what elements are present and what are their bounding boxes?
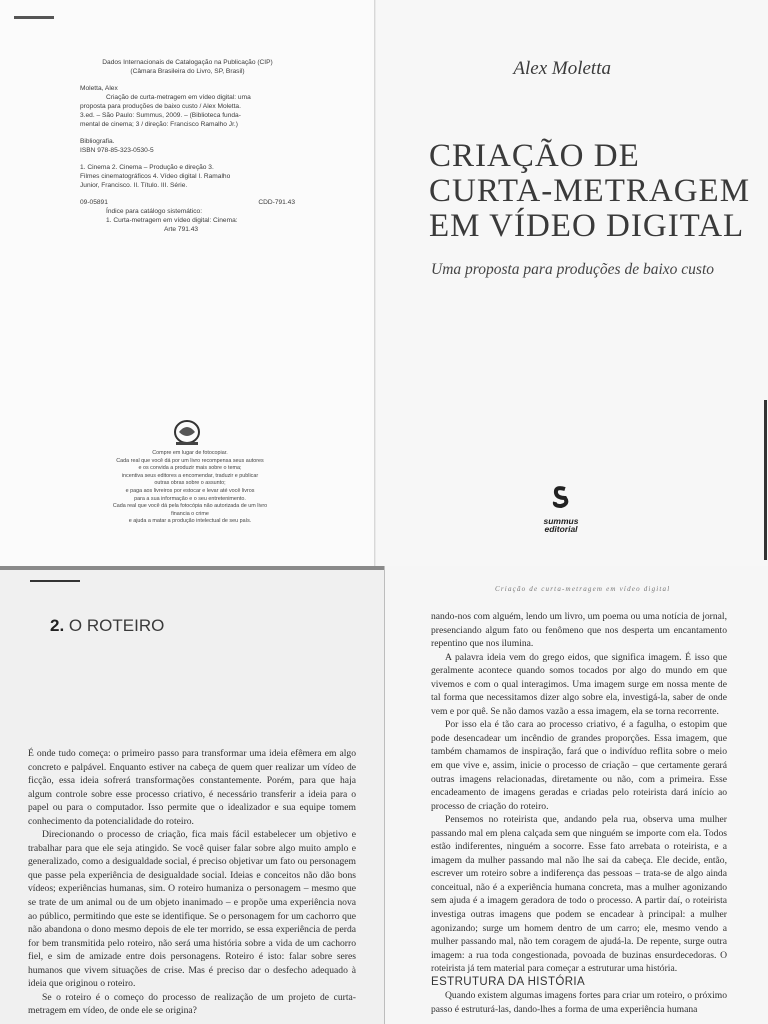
- notice-line: e os convida a produzir mais sobre o tema;: [138, 465, 242, 472]
- cip-biblio-line: Bibliografia.: [80, 138, 115, 145]
- cip-index-line: Arte 791.43: [164, 226, 199, 233]
- cip-entry-line: proposta para produções de baixo custo / Alex Moletta.: [80, 103, 241, 110]
- left-page-body: [28, 747, 356, 1018]
- paragraph: É onde tudo começa: o primeiro passo para transformar uma ideia efêmera em algo concreto e palpável. Enquanto estiver na cabeça de quem quer realizar um vídeo de ficção, essa ideia sofrerá transformações constantemente. Porém, para que haja algum controle sobre esse processo criativo, é necessário transferir a ideia para o papel ou para o computador. Isso permite que o idealizador e sua equipe tomem conhecimento da potencialidade do roteiro.: [28, 748, 356, 827]
- book-title-line: EM VÍDEO DIGITAL: [429, 208, 745, 244]
- cip-cdd: CDD-791.43: [258, 199, 295, 206]
- copyright-page: [0, 0, 375, 566]
- paragraph: Se o roteiro é o começo do processo de realização de um projeto de curta-metragem em vídeo, de onde ele se origina?: [28, 991, 356, 1017]
- author-name: Alex Moletta: [513, 58, 611, 79]
- chapter-number: 2.: [50, 616, 65, 635]
- notice-line: financia o crime: [171, 510, 209, 517]
- notice-line: para a sua informação e o seu entretenimento.: [134, 495, 246, 502]
- cip-subject-line: Filmes cinematográficos 4. Vídeo digital I. Ramalho: [80, 173, 231, 180]
- cip-number: 09-05891: [80, 199, 108, 206]
- notice-line: Cada real que você dá por um livro recompensa seus autores: [116, 457, 264, 464]
- book-title-line: CURTA-METRAGEM: [429, 173, 751, 209]
- right-page-body: [431, 610, 727, 1016]
- summus-emblem-icon: [551, 486, 571, 512]
- publisher-name: summus: [543, 516, 579, 526]
- cip-entry-line: mental de cinema; 3 / direção: Francisco Ramalho Jr.): [80, 121, 238, 128]
- chapter-page-left: [0, 566, 384, 1024]
- notice-line: Cada real que você dá pela fotocópia não autorizada de um livro: [112, 503, 268, 510]
- cip-subject-line: 1. Cinema 2. Cinema – Produção e direção 3.: [80, 164, 214, 171]
- chapter-heading: [50, 616, 164, 636]
- cip-header-line: (Câmara Brasileira do Livro, SP, Brasil): [130, 68, 245, 75]
- publisher-logo: [531, 486, 591, 533]
- paragraph: Por isso ela é tão cara ao processo criativo, é a fagulha, o estopim que pode desencadear um incêndio de grandes proporções. Essa imagem, que também chamamos de inspiração, fará que o indivíduo reflita sobre o meio em que vive e, assim, inicie o processo de criação – que certamente gerará outras imagens relacionadas, diretamente ou não, com a primeira. Esse encadeamento de imagens geradas e criadas pelo roteirista dará início ao processo de criação do roteiro.: [431, 719, 727, 812]
- paragraph: Pensemos no roteirista que, andando pela rua, observa uma mulher passando mal em plena calçada sem que ninguém se importe com ela. Todos estão indiferentes, ninguém a socorre. Esse fato arrebata o roteirista, e a imagem da mulher passando mal não lhe sai da cabeça. Ele decide, então, escrever um roteiro sobre a indiferença das pessoas – trata-se de algo ainda conceitual, não é a experiência humana concreta, mas a mulher agonizando sem ajuda é a imagem geradora de todo o processo. A partir daí, o roteirista investiga outras imagens que podem se encadear à principal: a mulher agonizando; surge um homem dentro de um carro; ele, mesmo vendo a mulher passando mal, não tem coragem de ajudá-la. De repente, surge outra imagem: a rua toda congestionada, povoada de buzinas ensurdecedoras. O roteirista já tem material para começar a estruturar uma história.: [431, 814, 727, 975]
- notice-line: e paga aos livreiros por estocar e levar até você livros: [125, 487, 255, 494]
- paragraph: Direcionando o processo de criação, fica mais fácil estabelecer um objetivo e trabalhar para que ele seja atingido. Se você quiser falar sobre algo muito amplo e generalizado, como a desigualdade social, é preciso objetivar um fato ou personagem que passe pela experiência de desigualdade social. Ideias e conceitos não dão bons vídeos; experiências humanas, sim. O roteiro humaniza o personagem – mesmo que se trate de um animal ou de um objeto inanimado – e propõe uma experiência nova ao público, permitindo que este se identifique. Se o personagem for um cachorro que não abandona o dono mesmo depois de ele ter morrido, se essa experiência de perda for bem transmitida pelo roteiro, não será uma história sobre a vida de um cachorro fiel, e sim de amizade entre dois personagens. Roteiro é isto: falar sobre seres humanos que vivem situações de crise. Mas é preciso dar o desfecho adequado à ideia que originou o roteiro.: [28, 829, 356, 990]
- section-heading: ESTRUTURA DA HISTÓRIA: [431, 975, 586, 988]
- scan-artifact: [14, 16, 54, 19]
- cip-block: [80, 58, 295, 234]
- book-title-line: CRIAÇÃO DE: [429, 138, 640, 174]
- cip-index-line: 1. Curta-metragem em vídeo digital: Cinema:: [106, 217, 238, 224]
- notice-line: incentiva seus editores a encomendar, traduzir e publicar: [121, 472, 259, 479]
- publisher-name: editorial: [544, 524, 578, 534]
- paragraph: Quando existem algumas imagens fortes para criar um roteiro, o próximo passo é estruturá-las, dando-lhes a forma de uma experiência humana: [431, 990, 727, 1015]
- cip-entry-line: Criação de curta-metragem em vídeo digital: uma: [106, 94, 251, 101]
- cip-header-line: Dados Internacionais de Catalogação na Publicação (CIP): [102, 59, 273, 66]
- scan-artifact: [764, 400, 767, 560]
- paragraph: nando-nos com alguém, lendo um livro, um poema ou uma notícia de jornal, presenciando algum fato ou fenômeno que nos desperta um encantamento repentino que nos ilumina.: [431, 611, 727, 650]
- page-crease: [374, 0, 376, 566]
- anti-photocopy-notice: [60, 450, 320, 526]
- cip-index-line: Índice para catálogo sistemático:: [106, 208, 203, 215]
- title-page: [375, 0, 768, 566]
- scan-artifact: [0, 566, 384, 570]
- cip-biblio-line: ISBN 978-85-323-0530-5: [80, 147, 154, 154]
- book-subtitle: Uma proposta para produções de baixo custo: [431, 261, 714, 278]
- notice-line: e ajuda a matar a produção intelectual de seu país.: [128, 518, 252, 525]
- scan-artifact: [30, 580, 80, 582]
- chapter-page-right: [384, 566, 768, 1024]
- running-head: Criação de curta-metragem em vídeo digital: [495, 585, 671, 593]
- chapter-title: O ROTEIRO: [68, 616, 165, 635]
- cip-subject-line: Junior, Francisco. II. Título. III. Série.: [80, 182, 188, 189]
- paragraph: A palavra ideia vem do grego eidos, que significa imagem. É isso que geralmente acontece quando somos tocados por algo do mundo em que vivemos e com o qual interagimos. Uma imagem surge em nossa mente de tal forma que necessitamos dizer algo sobre ela, investigá-la, saber de onde vem e por quê. Se não damos vazão a essa imagem, ela se torna recorrente.: [431, 651, 727, 717]
- notice-line: outras obras sobre o assunto;: [154, 480, 226, 487]
- cip-entry-line: Moletta, Alex: [80, 85, 118, 92]
- notice-line: Compre em lugar de fotocopiar.: [152, 450, 228, 456]
- copyright-campaign-logo-icon: [170, 418, 204, 448]
- cip-entry-line: 3.ed. – São Paulo: Summus, 2009. – (Biblioteca funda-: [80, 112, 241, 119]
